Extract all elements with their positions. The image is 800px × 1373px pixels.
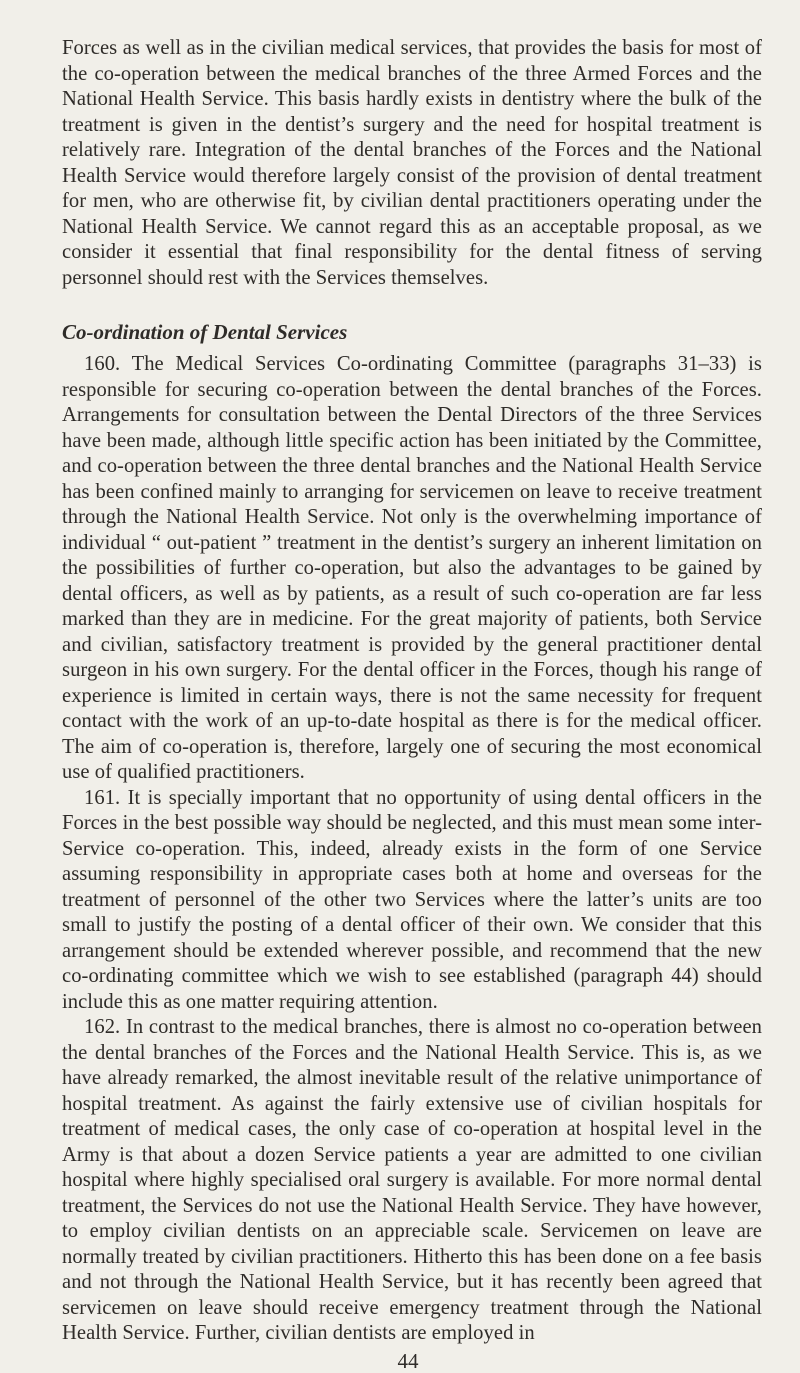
- page-number: 44: [397, 1348, 419, 1373]
- section-heading: Co-ordination of Dental Services: [62, 320, 348, 344]
- opening-paragraph: Forces as well as in the civilian medical services, that provides the basis for most of the co-operation between the medical branches of the three Armed Forces and the National Health Service. This basis hardly exists in dentistry where the bulk of the treatment is given in the dentist’s surgery and the need for hospital treatment is relatively rare. Integration of the dental branches of the Forces and the National Health Service would therefore largely consist of the provision of dental treatment for men, who are otherwise fit, by civilian dental practitioners operating under the National Health Service. We cannot regard this as an acceptable proposal, as we consider it essential that final responsibility for the dental fitness of serving personnel should rest with the Services themselves.: [62, 37, 762, 289]
- paragraph-162: 162. In contrast to the medical branches, there is almost no co-operation between the dental branches of the Forces and the National Health Service. This is, as we have already remarked, the almost inevitable result of the relative unimportance of hospital treatment. As against the fairly extensive use of civilian hospitals for treatment of medical cases, the only case of co-operation at hospital level in the Army is that about a dozen Service patients a year are admitted to one civilian hospital where highly specialised oral surgery is available. For more normal dental treatment, the Services do not use the National Health Service. They have however, to employ civilian dentists on an appreciable scale. Servicemen on leave are normally treated by civilian practitioners. Hitherto this has been done on a fee basis and not through the National Health Service, but it has recently been agreed that servicemen on leave should receive emergency treatment through the National Health Service. Further, civilian dentists are employed in: [62, 1016, 762, 1344]
- paragraph-160: 160. The Medical Services Co-ordinating Committee (paragraphs 31–33) is responsible for securing co-operation between the dental branches of the Forces. Arrangements for consultation between the Dental Directors of the three Services have been made, although little specific action has been initiated by the Committee, and co-operation between the three dental branches and the National Health Service has been confined mainly to arranging for servicemen on leave to receive treatment through the National Health Service. Not only is the overwhelming importance of individual “ out-patient ” treatment in the dentist’s surgery an inherent limitation on the possibilities of further co-operation, but also the advantages to be gained by dental officers, as well as by patients, as a result of such co-operation are far less marked than they are in medicine. For the great majority of patients, both Service and civilian, satisfactory treatment is provided by the general practitioner dental surgeon in his own surgery. For the dental officer in the Forces, though his range of experience is limited in certain ways, there is not the same necessity for frequent contact with the work of an up-to-date hospital as there is for the medical officer. The aim of co-operation is, therefore, largely one of securing the most economical use of qualified practitioners.: [62, 353, 762, 783]
- paragraph-161: 161. It is specially important that no opportunity of using dental officers in the Forces in the best possible way should be neglected, and this must mean some inter-Service co-operation. This, indeed, already exists in the form of one Service assuming responsibility in appropriate cases both at home and overseas for the treatment of personnel of the other two Services where the latter’s units are too small to justify the posting of a dental officer of their own. We consider that this arrangement should be extended wherever possible, and recommend that the new co-ordinating committee which we wish to see established (paragraph 44) should include this as one matter requiring attention.: [62, 786, 762, 1013]
